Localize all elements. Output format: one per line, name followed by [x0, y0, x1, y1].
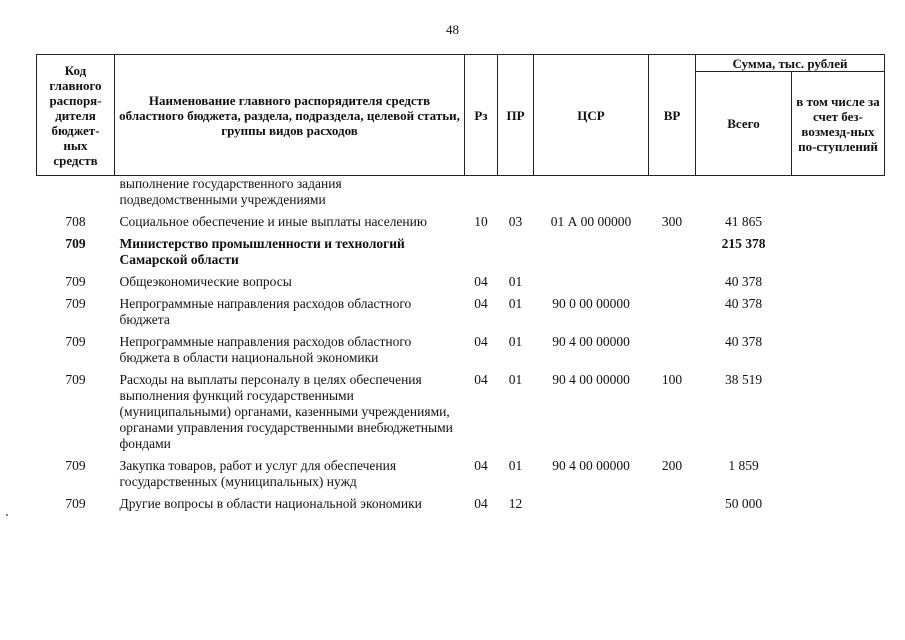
cell-rz: 10	[474, 214, 488, 229]
cell-name: Непрограммные направления расходов областного бюджета в области национальной экономики	[119, 334, 412, 365]
table-row	[37, 274, 885, 296]
cell-rz: 04	[474, 274, 488, 289]
cell-grants	[792, 274, 885, 296]
cell-code: 709	[65, 296, 86, 311]
table-row	[37, 496, 885, 518]
cell-total: 215 378	[721, 236, 766, 251]
header-pr: ПР	[498, 55, 534, 176]
cell-vr	[649, 296, 696, 334]
table-row	[37, 372, 885, 458]
cell-grants	[792, 458, 885, 496]
cell-grants	[792, 236, 885, 274]
cell-total: 40 378	[724, 274, 763, 289]
cell-csr: 90 4 00 00000	[552, 334, 630, 349]
cell-pr: 03	[508, 214, 523, 229]
table-row	[37, 334, 885, 372]
cell-csr: 90 4 00 00000	[552, 458, 630, 473]
table-row	[37, 176, 885, 215]
cell-grants	[792, 334, 885, 372]
cell-pr: 01	[508, 372, 523, 387]
cell-total: 41 865	[724, 214, 763, 229]
cell-total: 40 378	[724, 296, 763, 311]
cell-name: Министерство промышленности и технологий Самарской области	[119, 236, 405, 267]
cell-pr	[498, 236, 534, 274]
cell-rz	[465, 176, 498, 215]
cell-rz: 04	[474, 458, 488, 473]
cell-vr: 100	[661, 372, 683, 387]
cell-code: 708	[65, 214, 86, 229]
header-vr: ВР	[649, 55, 696, 176]
header-csr: ЦСР	[534, 55, 649, 176]
table-row	[37, 236, 885, 274]
cell-code: 709	[65, 236, 86, 251]
cell-grants	[792, 176, 885, 215]
cell-total: 38 519	[724, 372, 763, 387]
cell-code: 709	[65, 496, 86, 511]
cell-pr: 12	[508, 496, 523, 511]
cell-csr	[534, 496, 649, 518]
cell-total	[696, 176, 792, 215]
cell-csr	[534, 176, 649, 215]
table-row	[37, 214, 885, 236]
header-name: Наименование главного распорядителя средств областного бюджета, раздела, подраздела, целевой статьи, группы видов расходов	[115, 55, 465, 176]
cell-grants	[792, 372, 885, 458]
cell-grants	[792, 296, 885, 334]
cell-code: 709	[65, 372, 86, 387]
header-grants: в том числе за счет без-возмезд-ных по-ступлений	[792, 72, 885, 176]
cell-grants	[792, 496, 885, 518]
cell-name: Другие вопросы в области национальной экономики	[119, 496, 422, 511]
cell-rz: 04	[474, 496, 488, 511]
table-row	[37, 296, 885, 334]
cell-rz	[465, 236, 498, 274]
cell-pr	[498, 176, 534, 215]
cell-pr: 01	[508, 296, 523, 311]
header-sum: Сумма, тыс. рублей	[696, 55, 885, 72]
cell-csr	[534, 274, 649, 296]
cell-vr: 200	[661, 458, 683, 473]
cell-code: 709	[65, 334, 86, 349]
header-code: Код главного распоря-дителя бюджет-ных средств	[37, 55, 115, 176]
cell-code: 709	[65, 274, 86, 289]
header-rz: Рз	[465, 55, 498, 176]
table-body	[37, 176, 885, 519]
table-row	[37, 458, 885, 496]
cell-name: выполнение государственного задания подведомственными учреждениями	[119, 176, 342, 207]
cell-rz: 04	[474, 372, 488, 387]
scan-speck	[6, 514, 8, 516]
cell-name: Непрограммные направления расходов областного бюджета	[119, 296, 412, 327]
cell-name: Общеэкономические вопросы	[119, 274, 292, 289]
page-number: 48	[446, 22, 459, 37]
cell-grants	[792, 214, 885, 236]
header-total: Всего	[696, 72, 792, 176]
cell-rz: 04	[474, 334, 488, 349]
cell-total: 1 859	[728, 458, 759, 473]
cell-vr: 300	[661, 214, 683, 229]
cell-code: 709	[65, 458, 86, 473]
cell-csr: 90 0 00 00000	[552, 296, 630, 311]
cell-csr: 01 А 00 00000	[550, 214, 632, 229]
cell-pr: 01	[508, 274, 523, 289]
cell-pr: 01	[508, 334, 523, 349]
budget-table	[36, 54, 885, 518]
cell-vr	[649, 274, 696, 296]
cell-rz: 04	[474, 296, 488, 311]
cell-vr	[649, 334, 696, 372]
cell-csr	[534, 236, 649, 274]
cell-name: Расходы на выплаты персоналу в целях обеспечения выполнения функций государственными (муниципальными) органами, казенными учреждениями, органами управления государственными внебюджетными фондами	[119, 372, 453, 451]
cell-name: Социальное обеспечение и иные выплаты населению	[119, 214, 427, 229]
cell-csr: 90 4 00 00000	[552, 372, 630, 387]
cell-pr: 01	[508, 458, 523, 473]
cell-vr	[649, 176, 696, 215]
cell-code	[37, 176, 115, 215]
cell-vr	[649, 236, 696, 274]
cell-total: 50 000	[724, 496, 763, 511]
table-header	[37, 55, 885, 176]
cell-vr	[649, 496, 696, 518]
cell-name: Закупка товаров, работ и услуг для обеспечения государственных (муниципальных) нужд	[119, 458, 397, 489]
cell-total: 40 378	[724, 334, 763, 349]
